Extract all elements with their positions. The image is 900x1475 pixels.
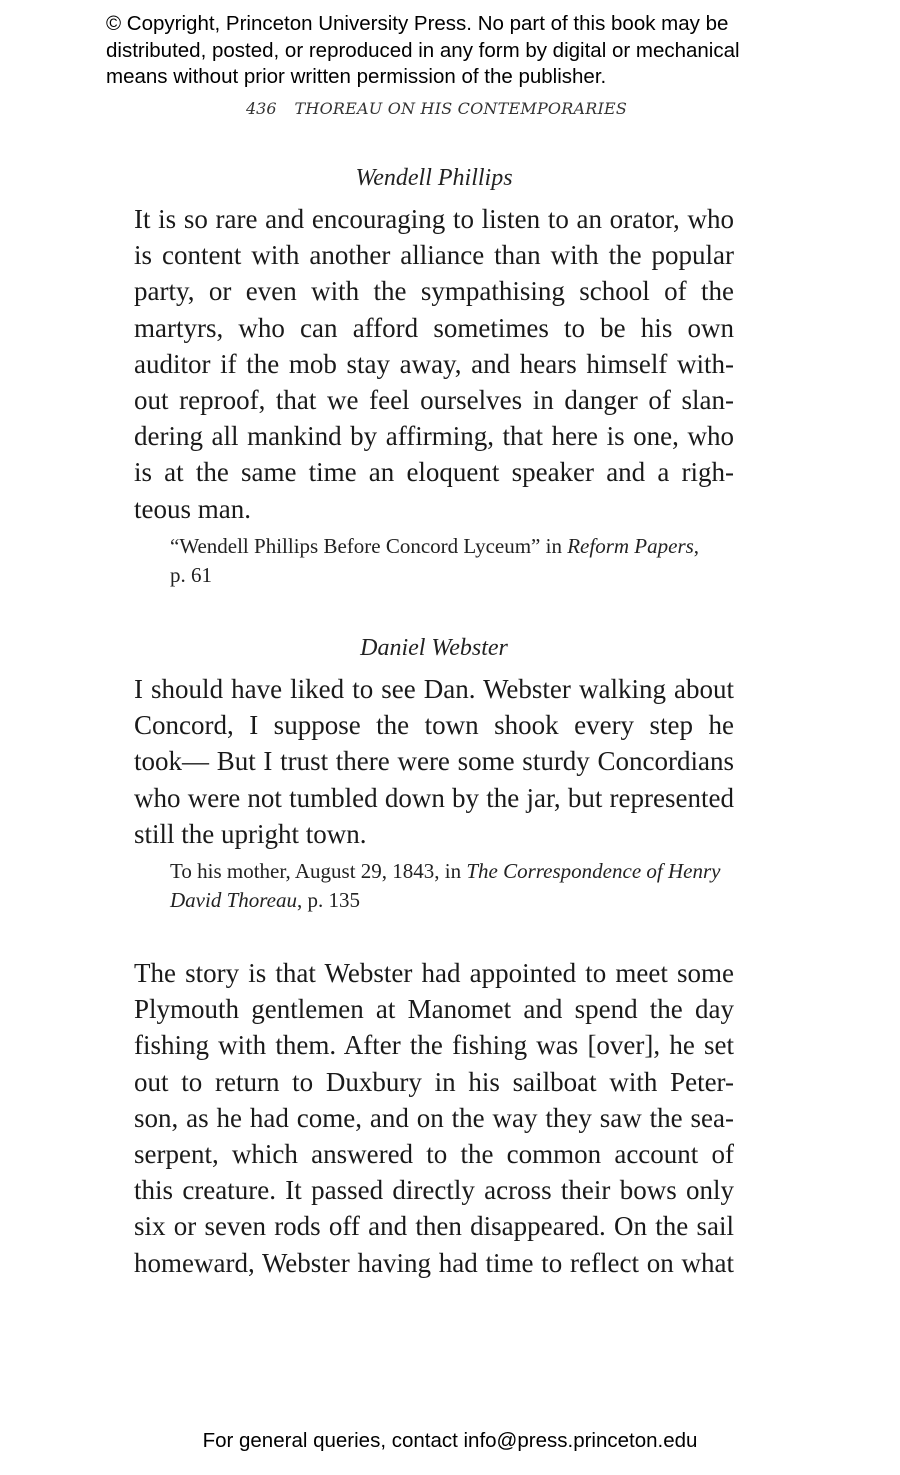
quote-line: Concord, I suppose the town shook every step he: [134, 710, 734, 741]
quote-line: martyrs, who can afford sometimes to be his own: [134, 312, 734, 343]
citation-work-title: The Correspondence of Henry: [466, 859, 721, 883]
source-citation-daniel-webster: [170, 857, 734, 914]
section-heading-daniel-webster: Daniel Webster: [360, 635, 508, 661]
paragraph-line: homeward, Webster having had time to reflect on what: [134, 1247, 734, 1278]
citation-line: [170, 857, 734, 886]
citation-line: [170, 532, 734, 561]
citation-text: “Wendell Phillips Before Concord Lyceum” in: [170, 534, 568, 558]
citation-page: p. 61: [170, 562, 212, 587]
paragraph-line: fishing with them. After the fishing was [over], he set: [134, 1030, 734, 1061]
citation-punct: ,: [693, 534, 700, 558]
copyright-notice: [106, 11, 826, 91]
page-number: 436: [246, 99, 277, 118]
quote-line: It is so rare and encouraging to listen to an orator, who: [134, 204, 734, 234]
quote-line: who were not tumbled down by the jar, but represented: [134, 782, 734, 813]
quote-line: took— But I trust there were some sturdy Concordians: [134, 746, 734, 777]
quote-wendell-phillips: [134, 201, 734, 527]
body-paragraph: [134, 955, 734, 1281]
quote-line: is at the same time an eloquent speaker and a righ-: [134, 457, 734, 488]
copyright-line: © Copyright, Princeton University Press. No part of this book may be: [106, 12, 729, 35]
quote-line: party, or even with the sympathising school of the: [134, 276, 734, 307]
citation-line: [170, 886, 734, 915]
quote-line: still the upright town.: [134, 818, 367, 849]
quote-line: auditor if the mob stay away, and hears himself with-: [134, 348, 734, 379]
running-head-title: THOREAU ON HIS CONTEMPORARIES: [294, 99, 628, 118]
paragraph-line: son, as he had come, and on the way they saw the sea-: [134, 1102, 734, 1133]
quote-line: dering all mankind by affirming, that here is one, who: [134, 421, 734, 452]
copyright-line: means without prior written permission of the publisher.: [106, 65, 607, 88]
section-heading-wendell-phillips: Wendell Phillips: [355, 165, 513, 191]
footer-contact: For general queries, contact info@press.princeton.edu: [202, 1429, 698, 1452]
paragraph-line: serpent, which answered to the common account of: [134, 1138, 734, 1169]
quote-line: I should have liked to see Dan. Webster walking about: [134, 674, 734, 704]
paragraph-line: The story is that Webster had appointed to meet some: [134, 958, 734, 988]
citation-work-title: Reform Papers: [567, 534, 694, 558]
quote-line: teous man.: [134, 493, 251, 524]
citation-work-title: David Thoreau: [170, 887, 297, 912]
paragraph-line: six or seven rods off and then disappeared. On the sail: [134, 1211, 734, 1242]
citation-text: To his mother, August 29, 1843, in: [170, 859, 467, 883]
quote-line: is content with another alliance than with the popular: [134, 240, 734, 271]
running-head: [246, 98, 627, 120]
source-citation-wendell-phillips: [170, 532, 734, 589]
copyright-line: distributed, posted, or reproduced in any form by digital or mechanical: [106, 38, 740, 62]
paragraph-line: this creature. It passed directly across their bows only: [134, 1175, 734, 1206]
paragraph-line: Plymouth gentlemen at Manomet and spend the day: [134, 994, 734, 1025]
quote-line: out reproof, that we feel ourselves in danger of slan-: [134, 384, 734, 415]
paragraph-line: out to return to Duxbury in his sailboat with Peter-: [134, 1066, 734, 1097]
quote-daniel-webster: [134, 671, 734, 852]
citation-page: , p. 135: [296, 887, 360, 912]
